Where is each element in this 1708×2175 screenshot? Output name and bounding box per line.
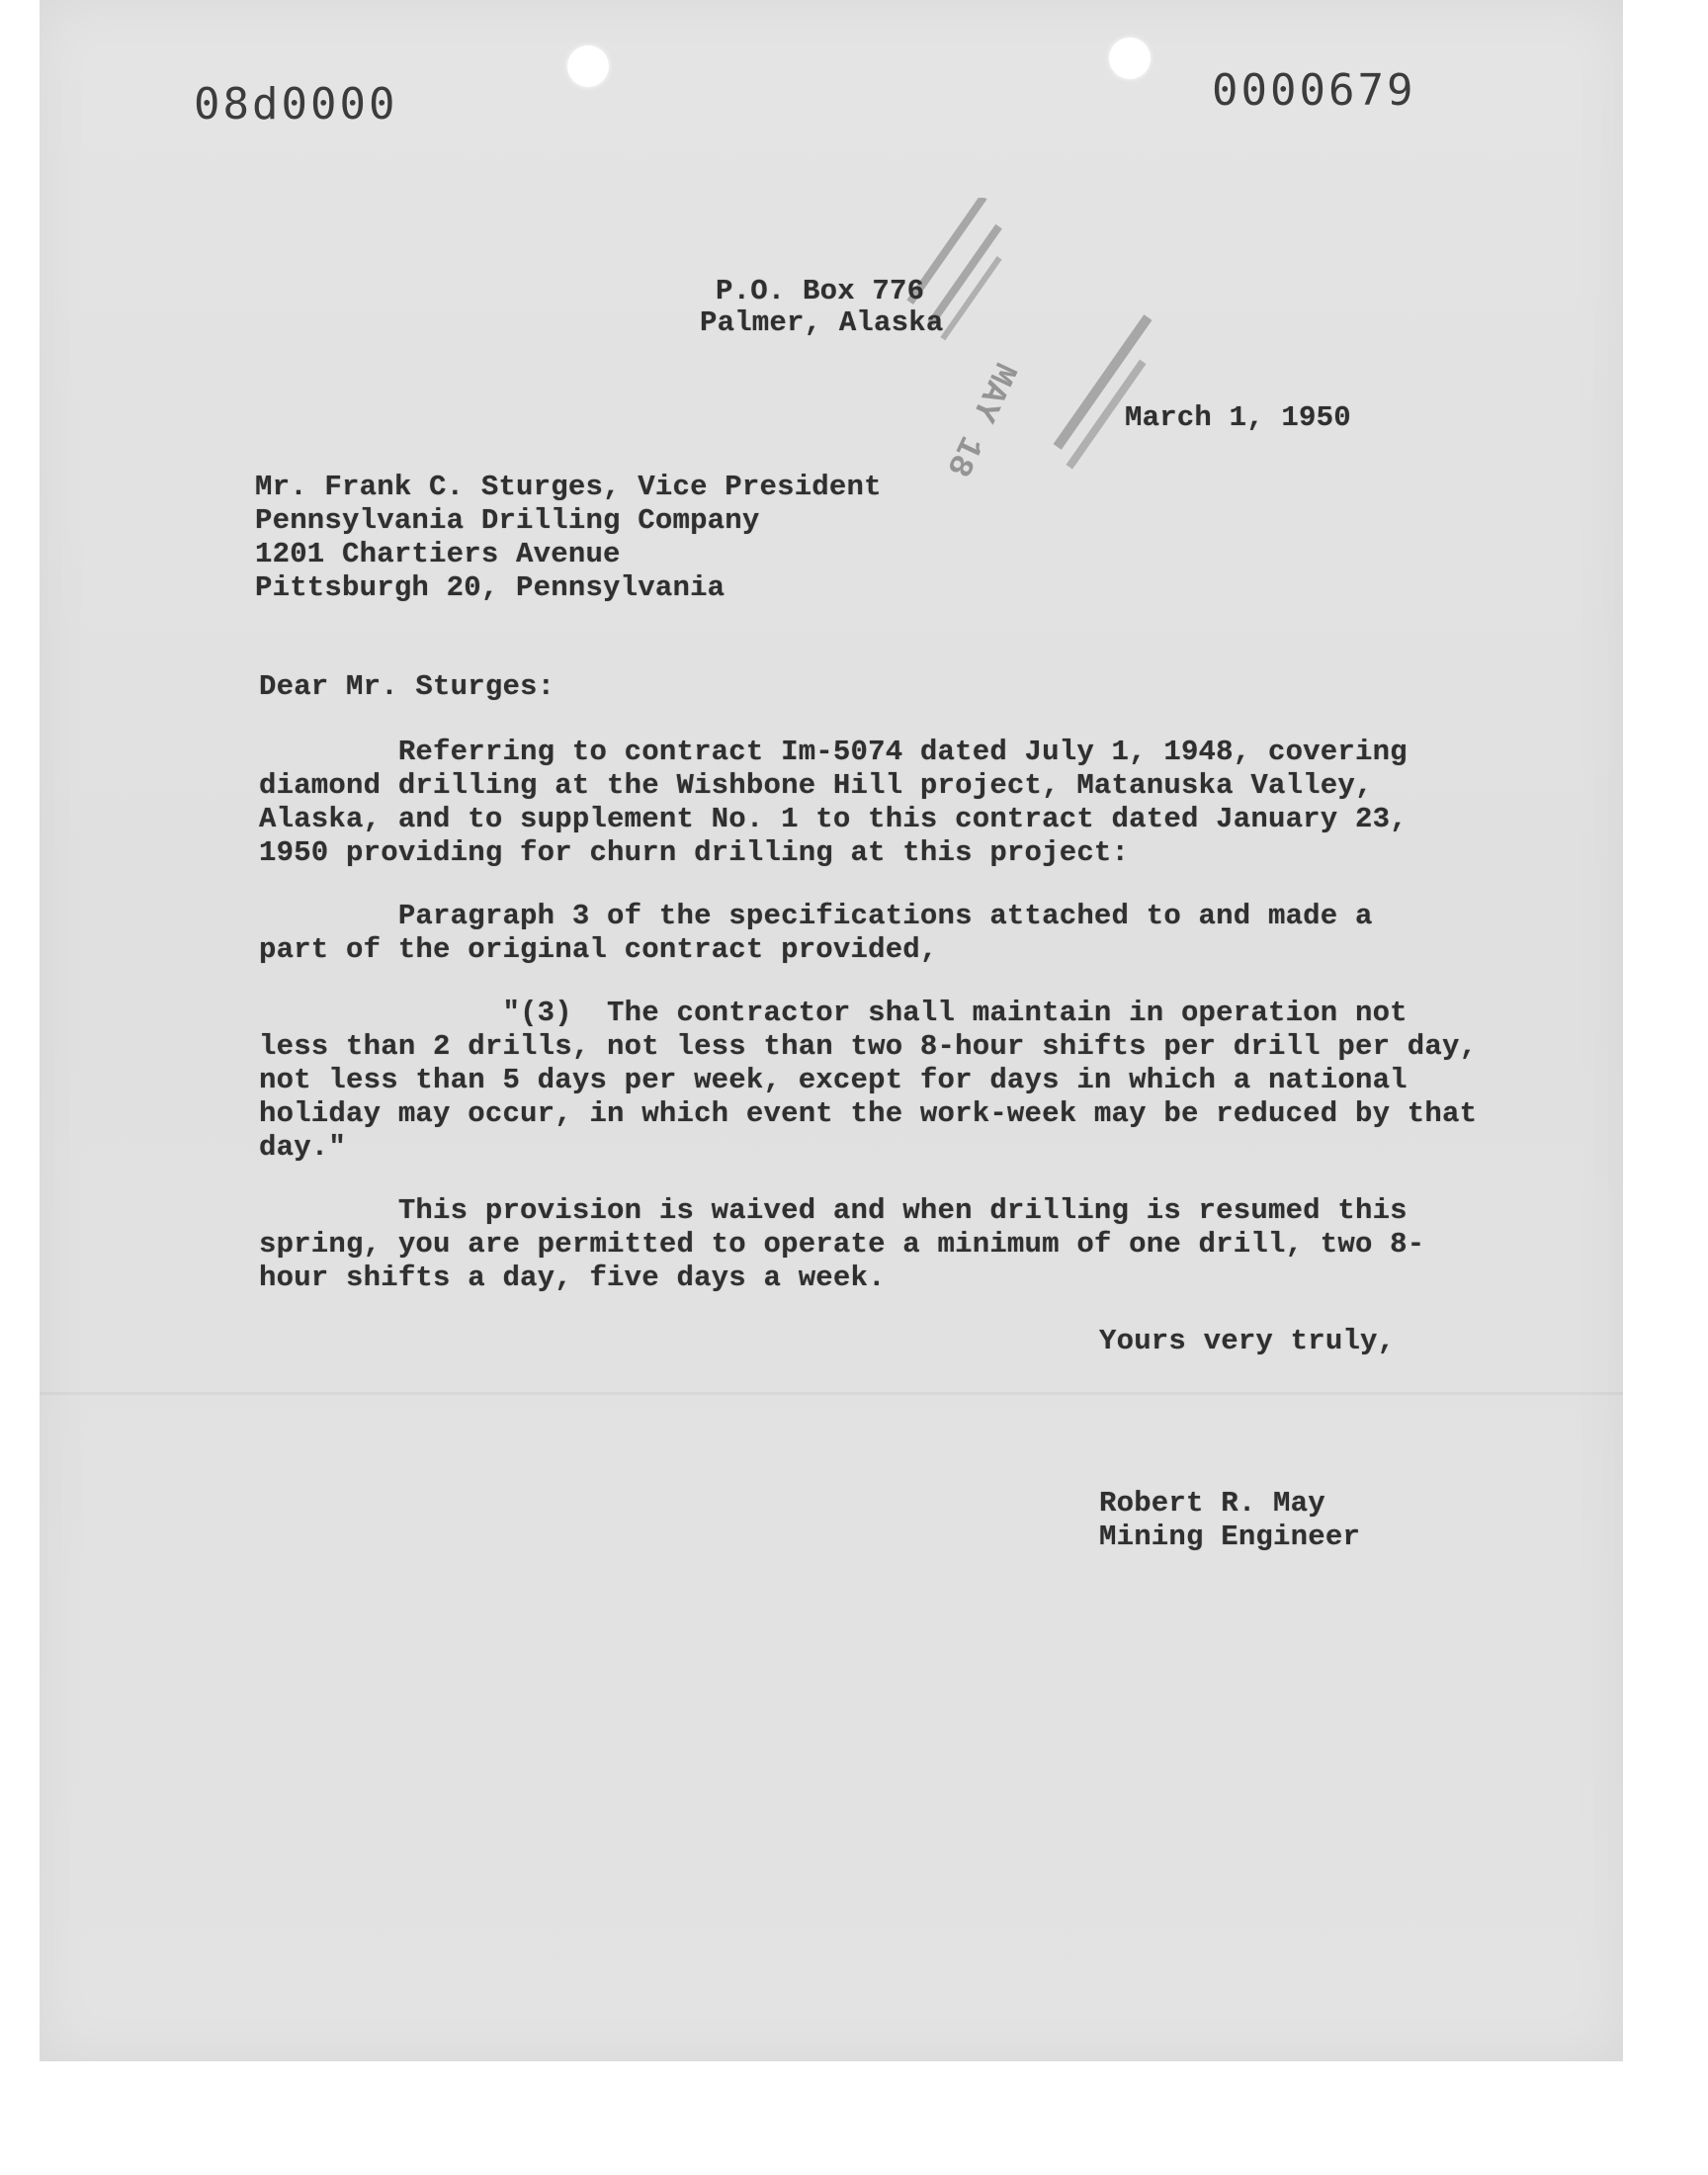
- punch-hole-right: [1109, 38, 1151, 79]
- body-line: Referring to contract Im-5074 dated July 1, 1948, covering: [259, 736, 1408, 768]
- recipient-line4: Pittsburgh 20, Pennsylvania: [255, 571, 726, 604]
- recipient-line3: 1201 Chartiers Avenue: [255, 538, 621, 570]
- received-stamp: [850, 198, 1226, 534]
- body-line: "(3) The contractor shall maintain in operation not: [259, 997, 1408, 1029]
- page-margin: [1623, 0, 1708, 2061]
- body-line: This provision is waived and when drilling is resumed this: [259, 1194, 1408, 1227]
- signer-name: Robert R. May: [1099, 1487, 1325, 1520]
- body-line: Alaska, and to supplement No. 1 to this contract dated January 23,: [259, 803, 1408, 835]
- closing: Yours very truly,: [1099, 1325, 1396, 1357]
- body-line: Paragraph 3 of the specifications attached to and made a: [259, 900, 1373, 932]
- body-line: not less than 5 days per week, except for days in which a national: [259, 1064, 1408, 1096]
- letter-date: March 1, 1950: [1125, 401, 1351, 434]
- body-line: diamond drilling at the Wishbone Hill project, Matanuska Valley,: [259, 769, 1373, 802]
- signer-title: Mining Engineer: [1099, 1521, 1361, 1553]
- body-line: holiday may occur, in which event the work-week may be reduced by that: [259, 1097, 1478, 1130]
- stamp-date-text: MAY 18: [937, 356, 1023, 482]
- punch-hole-left: [567, 45, 609, 87]
- salutation: Dear Mr. Sturges:: [259, 670, 555, 703]
- body-line: part of the original contract provided,: [259, 933, 938, 966]
- recipient-line2: Pennsylvania Drilling Company: [255, 504, 760, 537]
- body-line: spring, you are permitted to operate a minimum of one drill, two 8-: [259, 1228, 1425, 1261]
- body-line: less than 2 drills, not less than two 8-hour shifts per drill per day,: [259, 1030, 1478, 1063]
- recipient-line1: Mr. Frank C. Sturges, Vice President: [255, 471, 882, 503]
- return-address-line1: P.O. Box 776: [716, 275, 925, 307]
- document-number-right: 0000679: [1212, 65, 1416, 116]
- document-number-left: 08d0000: [194, 79, 398, 130]
- body-line: day.": [259, 1131, 347, 1164]
- return-address-line2: Palmer, Alaska: [700, 306, 944, 339]
- page-crease: [40, 1392, 1623, 1395]
- body-line: 1950 providing for churn drilling at this project:: [259, 836, 1130, 869]
- body-line: hour shifts a day, five days a week.: [259, 1262, 886, 1294]
